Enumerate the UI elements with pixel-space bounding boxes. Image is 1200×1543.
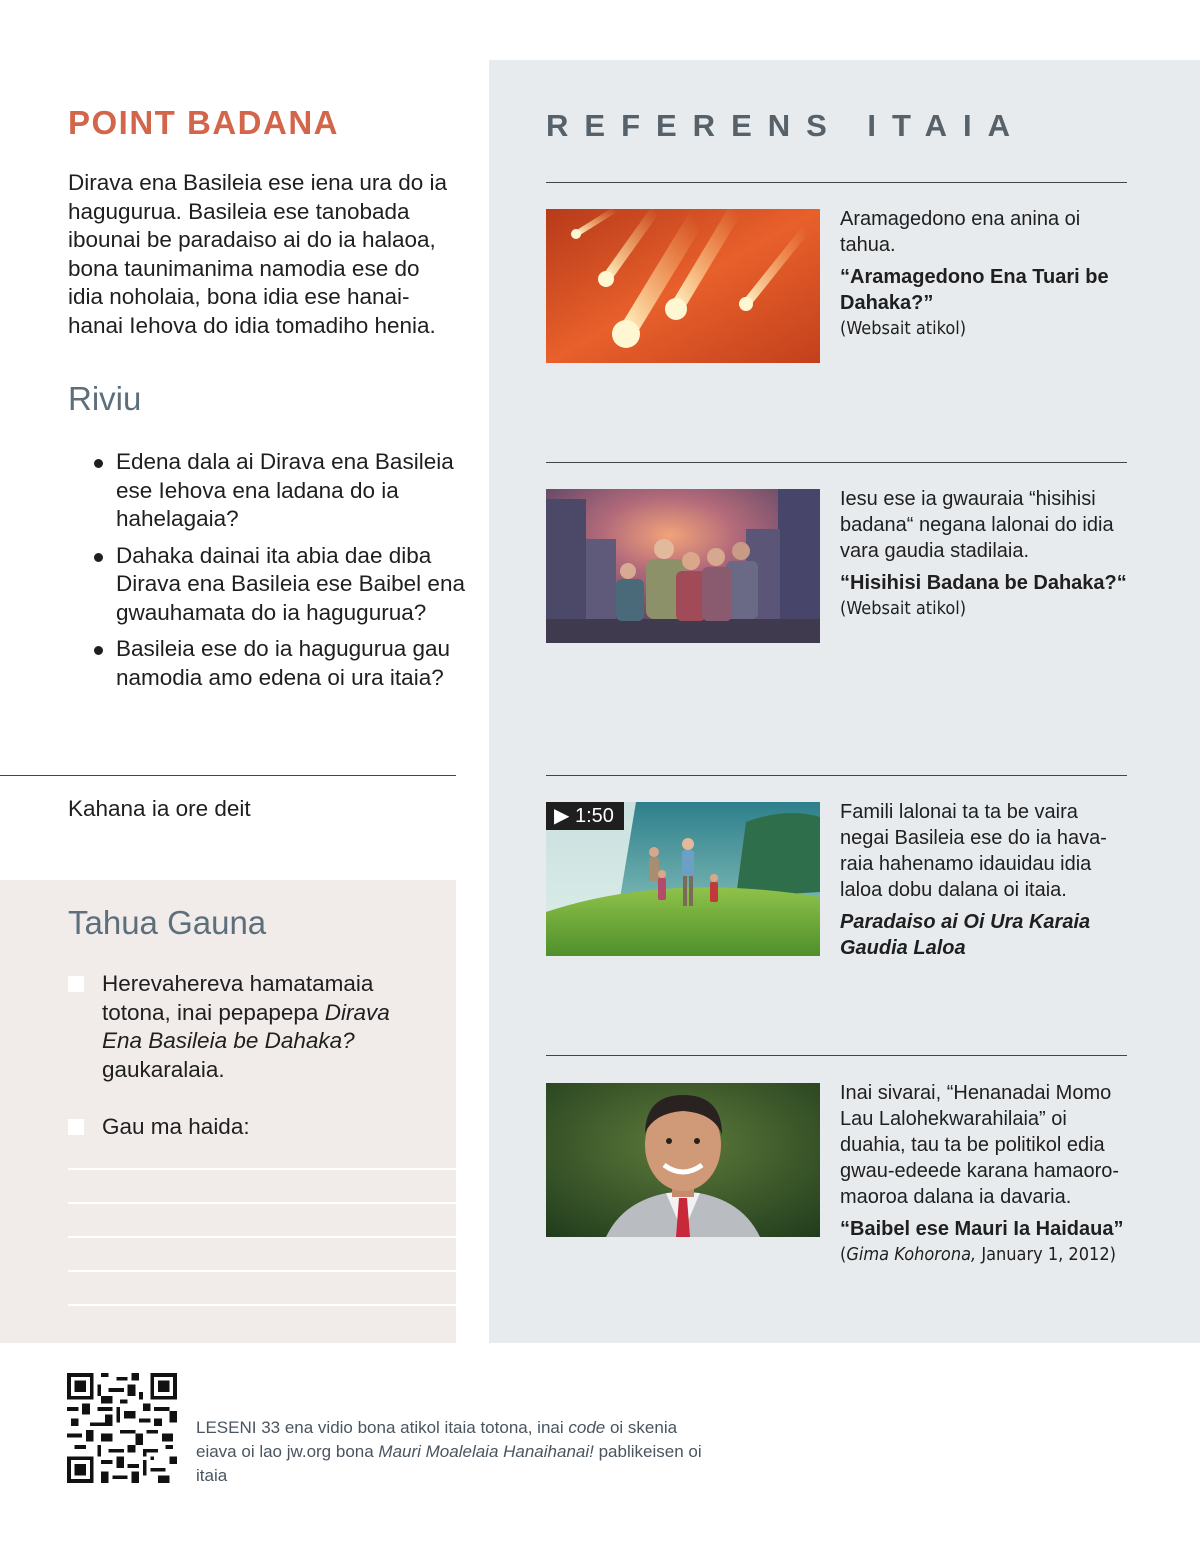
riviu-question: Edena dala ai Dirava ena Basileia ese Iehova ena ladana do ia hahelagaia? xyxy=(68,448,468,534)
tahua-option-text: Gau ma haida: xyxy=(102,1114,250,1139)
write-line xyxy=(68,1270,456,1272)
referens-description: Aramagedono ena anina oi tahua. xyxy=(840,208,1081,256)
referens-article-title[interactable]: “Baibel ese Mauri Ia Haidaua” xyxy=(840,1218,1124,1240)
tahua-gauna-title: Tahua Gauna xyxy=(68,904,267,941)
divider xyxy=(546,775,1127,776)
referens-item xyxy=(840,799,1130,961)
divider xyxy=(546,182,1127,183)
play-icon: ▶ xyxy=(554,805,570,827)
referens-source: (Gima Kohorona, January 1, 2012) xyxy=(840,1244,1116,1265)
referens-video-title[interactable]: Paradaiso ai Oi Ura Karaia Gaudia Laloa xyxy=(840,911,1091,959)
divider xyxy=(546,1055,1127,1056)
riviu-question: Dahaka dainai ita abia dae diba Dirava ena Basileia ese Baibel ena gwauhamata do ia hagugurua? xyxy=(68,542,468,628)
riviu-list xyxy=(68,448,468,700)
tahua-option-other[interactable] xyxy=(68,1113,398,1142)
referens-article-title[interactable]: “Aramagedono Ena Tuari be Dahaka?” xyxy=(840,266,1109,314)
point-badana-body: Dirava ena Basileia ese iena ura do ia hagugurua. Basileia ese tanobada ibounai be paradaiso ai do ia halaoa, bona taunimanima namodia ese do idia noholaia, bona idia ese hanai-hanai Iehova do idia tomadiho henia. xyxy=(68,170,447,338)
referens-title: REFERENS ITAIA xyxy=(546,108,1027,143)
referens-item xyxy=(840,1080,1130,1268)
footer-text: LESENI 33 ena vidio bona atikol itaia totona, inai code oi skenia eiava oi lao jw.org bona Mauri Moalelaia Hanaihanai! pablikeisen oi itaia xyxy=(196,1418,702,1485)
referens-article-title[interactable]: “Hisihisi Badana be Dahaka?“ xyxy=(840,572,1127,594)
point-badana-title: POINT BADANA xyxy=(68,104,339,141)
write-line xyxy=(68,1304,456,1306)
qr-code[interactable] xyxy=(67,1373,177,1483)
referens-source: (Websait atikol) xyxy=(840,318,967,339)
man-portrait-image[interactable] xyxy=(546,1083,820,1237)
riviu-title: Riviu xyxy=(68,380,142,417)
divider xyxy=(546,462,1127,463)
tahua-gauna-box xyxy=(0,880,456,1343)
write-line xyxy=(68,1202,456,1204)
family-city-destruction-image[interactable] xyxy=(546,489,820,643)
video-duration-badge: ▶ 1:50 xyxy=(546,802,624,830)
riviu-question: Basileia ese do ia hagugurua gau namodia amo edena oi ura itaia? xyxy=(68,635,468,692)
tahua-option-text: Herevahereva hamatamaia totona, inai pepapepa Dirava Ena Basileia be Dahaka? gaukaralaia. xyxy=(102,971,390,1082)
referens-description: Inai sivarai, “Henanadai Momo Lau Lalohekwarahilaia” oi duahia, tau ta be politikol edia gwau-edeede karana hamaoro-maoroa dalana ia davaria. xyxy=(840,1082,1120,1208)
referens-item xyxy=(840,486,1130,622)
kahana-text: Kahana ia ore deit xyxy=(68,796,251,821)
divider xyxy=(0,775,456,776)
checkbox[interactable] xyxy=(68,1119,84,1135)
referens-item xyxy=(840,206,1130,342)
checkbox[interactable] xyxy=(68,976,84,992)
write-line xyxy=(68,1236,456,1238)
write-line xyxy=(68,1168,456,1170)
referens-description: Iesu ese ia gwauraia “hisihisi badana“ negana lalonai do idia vara gaudia stadilaia. xyxy=(840,488,1114,562)
tahua-option-tract[interactable] xyxy=(68,970,398,1084)
referens-source: (Websait atikol) xyxy=(840,598,967,619)
meteor-fire-image[interactable] xyxy=(546,209,820,363)
paradise-family-image[interactable] xyxy=(546,802,820,956)
referens-description: Famili lalonai ta ta be vaira negai Basileia ese do ia hava-raia hahenamo idauidau idia laloa dobu dalana oi itaia. xyxy=(840,801,1107,901)
